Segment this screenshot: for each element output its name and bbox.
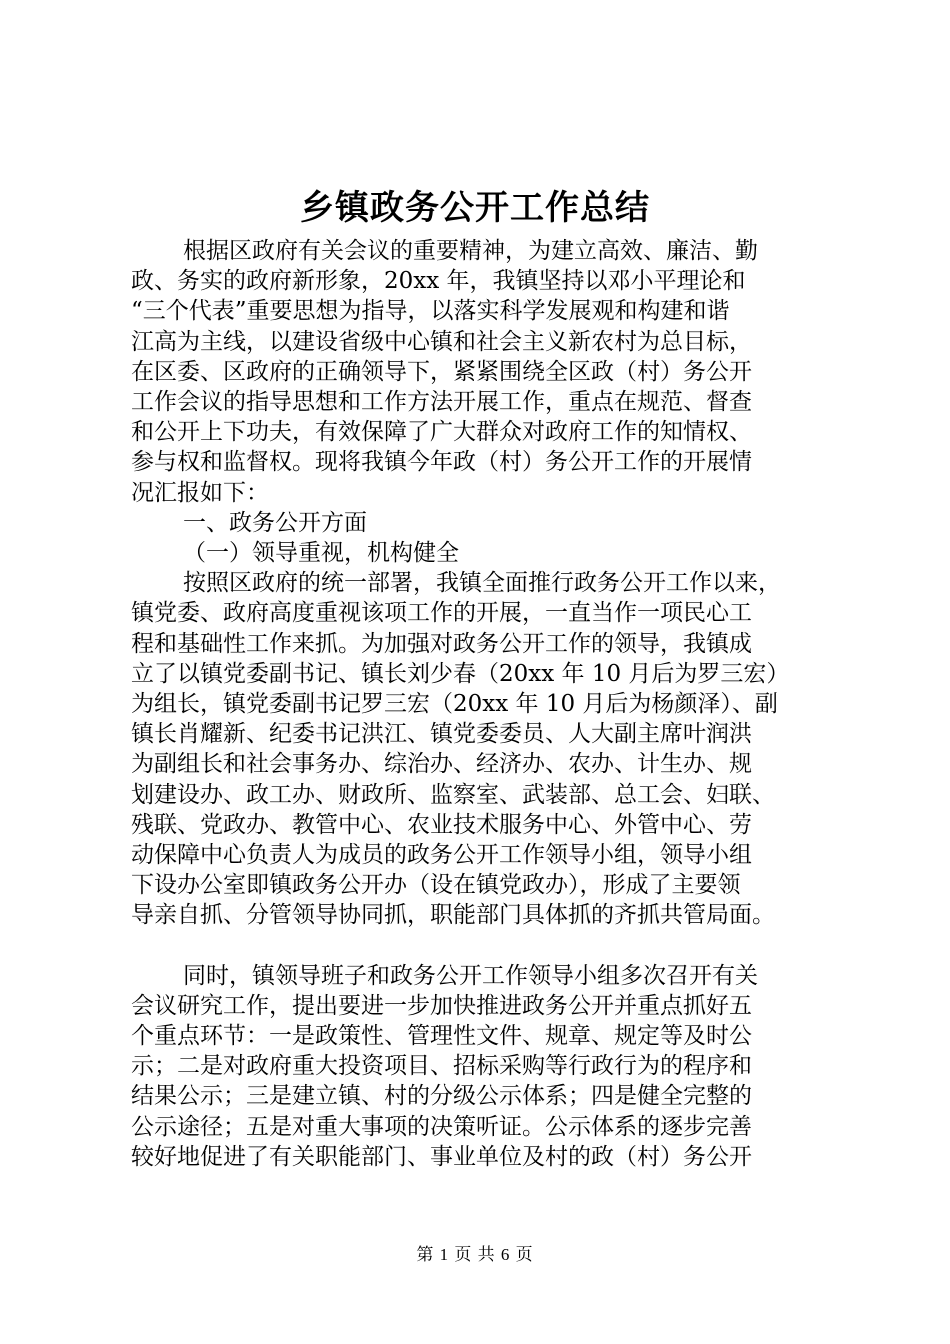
page-number-footer: 第 1 页 共 6 页 [416, 1245, 534, 1264]
subsection-heading: （一）领导重视，机构健全 [183, 540, 459, 567]
document-title: 乡镇政务公开工作总结 [300, 188, 650, 228]
organization-paragraph: 按照区政府的统一部署，我镇全面推行政务公开工作以来， 镇党委、政府高度重视该项工作的开展，一直当作一项民心工 程和基础性工作来抓。为加强对政务公开工作的领导，我镇成 立了以镇党委副书记、镇长刘少春（20xx 年 10 月后为罗三宏） 为组长，镇党委副书记罗三宏（20xx 年 10 月后为杨颜泽）、副 镇长肖耀新、纪委书记洪江、镇党委委员、人大副主席叶润洪 为副组长和社会事务办、综治办、经济办、农办、计生办、规 划建设办、政工办、财政所、监察室、武装部、总工会、妇联、 残联、党政办、教管中心、农业技术服务中心、外管中心、劳 动保障中心负责人为成员的政务公开工作领导小组，领导小组 下设办公室即镇政务公开办（设在镇党政办），形成了主要领 导亲自抓、分管领导协同抓，职能部门具体抓的齐抓共管局面。 [131, 570, 790, 929]
document-body [131, 236, 851, 1172]
meetings-paragraph: 同时，镇领导班子和政务公开工作领导小组多次召开有关 会议研究工作，提出要进一步加快推进政务公开并重点抓好五 个重点环节：一是政策性、管理性文件、规章、规定等及时公 示；二是对政府重大投资项目、招标采购等行政行为的程序和 结果公示；三是建立镇、村的分级公示体系；四是健全完整的 公示途径；五是对重大事项的决策听证。公示体系的逐步完善 较好地促进了有关职能部门、事业单位及村的政（村）务公开 [131, 962, 758, 1170]
section-heading: 一、政务公开方面 [183, 509, 367, 536]
intro-paragraph: 根据区政府有关会议的重要精神，为建立高效、廉洁、勤 政、务实的政府新形象，20xx 年，我镇坚持以邓小平理论和 “三个代表”重要思想为指导，以落实科学发展观和构建和谐 江高为主线，以建设省级中心镇和社会主义新农村为总目标， 在区委、区政府的正确领导下，紧紧围绕全区政（村）务公开 工作会议的指导思想和工作方法开展工作，重点在规范、督查 和公开上下功夫，有效保障了广大群众对政府工作的知情权、 参与权和监督权。现将我镇今年政（村）务公开工作的开展情 况汇报如下： [131, 238, 758, 506]
